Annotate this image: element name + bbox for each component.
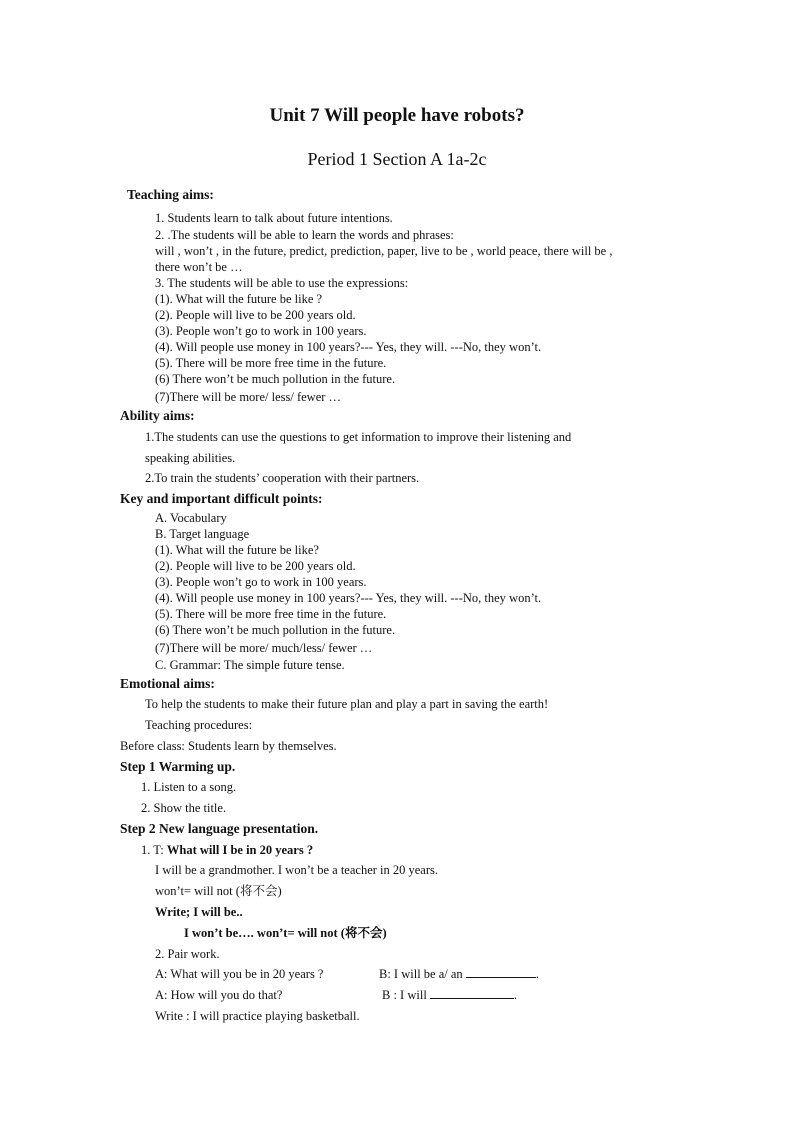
step1-heading: Step 1 Warming up. — [120, 759, 236, 774]
pair-work-answer-b1-text: B: I will be a/ an — [379, 967, 463, 981]
teaching-procedures-label: Teaching procedures: — [145, 718, 253, 732]
step2-question-prefix: 1. T: — [141, 843, 167, 857]
step1-line: 2. Show the title. — [141, 801, 227, 815]
page-title: Unit 7 Will people have robots? — [269, 105, 525, 126]
teaching-aim-line: (4). Will people use money in 100 years?--- Yes, they will. ---No, they won’t. — [155, 340, 542, 354]
ability-aims-heading: Ability aims: — [120, 408, 195, 423]
pair-work-question-a2: A: How will you do that? — [155, 988, 283, 1002]
teaching-aim-line: there won’t be … — [155, 260, 243, 274]
teaching-aim-line: (3). People won’t go to work in 100 years. — [155, 324, 367, 338]
pair-work-answer-b2: B : I will . — [382, 988, 518, 1002]
key-point-line: (3). People won’t go to work in 100 years. — [155, 575, 367, 589]
key-point-line: (7)There will be more/ much/less/ fewer … — [155, 641, 373, 655]
key-points-heading: Key and important difficult points: — [120, 491, 323, 506]
key-point-line: (4). Will people use money in 100 years?--- Yes, they will. ---No, they won’t. — [155, 591, 542, 605]
before-class-line: Before class: Students learn by themselves. — [120, 739, 337, 753]
teaching-aim-line: (7)There will be more/ less/ fewer … — [155, 390, 342, 404]
step2-line: won’t= will not (将不会) — [155, 884, 282, 898]
answer-blank — [466, 966, 536, 978]
key-point-line: (1). What will the future be like? — [155, 543, 319, 557]
key-point-line: (6) There won’t be much pollution in the future. — [155, 623, 396, 637]
pair-work-question-a1: A: What will you be in 20 years ? — [155, 967, 324, 981]
pair-work-answer-b2-text: B : I will — [382, 988, 427, 1002]
step2-question — [141, 842, 313, 858]
page-subtitle: Period 1 Section A 1a-2c — [307, 149, 487, 169]
teaching-aim-line: (5). There will be more free time in the future. — [155, 356, 387, 370]
step2-line: 2. Pair work. — [155, 947, 220, 961]
key-point-line: B. Target language — [155, 527, 250, 541]
key-point-line: C. Grammar: The simple future tense. — [155, 658, 345, 672]
key-point-line: (2). People will live to be 200 years old. — [155, 559, 356, 573]
emotional-aim-line: To help the students to make their future plan and play a part in saving the earth! — [145, 697, 549, 711]
emotional-aims-heading: Emotional aims: — [120, 676, 215, 691]
ability-aim-line: speaking abilities. — [145, 451, 236, 465]
step2-line: Write; I will be.. — [155, 905, 243, 919]
key-point-line: A. Vocabulary — [155, 511, 227, 525]
answer-blank — [430, 987, 514, 999]
teaching-aim-line: 3. The students will be able to use the expressions: — [155, 276, 409, 290]
teaching-aim-line: (1). What will the future be like ? — [155, 292, 323, 306]
teaching-aims-heading: Teaching aims: — [127, 187, 214, 202]
step2-heading: Step 2 New language presentation. — [120, 821, 319, 836]
teaching-aim-line: (6) There won’t be much pollution in the future. — [155, 372, 396, 386]
pair-work-answer-b1: B: I will be a/ an . — [379, 967, 539, 981]
ability-aim-line: 1.The students can use the questions to get information to improve their listening and — [145, 430, 572, 444]
step1-line: 1. Listen to a song. — [141, 780, 237, 794]
ability-aim-line: 2.To train the students’ cooperation with their partners. — [145, 471, 420, 485]
teaching-aim-line: 1. Students learn to talk about future intentions. — [155, 211, 393, 225]
step2-question-text: What will I be in 20 years ? — [166, 843, 314, 857]
teaching-aim-line: 2. .The students will be able to learn the words and phrases: — [155, 228, 454, 242]
teaching-aim-line: (2). People will live to be 200 years old. — [155, 308, 356, 322]
write-line: Write : I will practice playing basketball. — [155, 1009, 360, 1023]
step2-line: I won’t be…. won’t= will not (将不会) — [184, 926, 387, 940]
key-point-line: (5). There will be more free time in the future. — [155, 607, 387, 621]
teaching-aim-line: will , won’t , in the future, predict, prediction, paper, live to be , world peace, there will be , — [155, 244, 613, 258]
step2-line: I will be a grandmother. I won’t be a teacher in 20 years. — [155, 863, 439, 877]
